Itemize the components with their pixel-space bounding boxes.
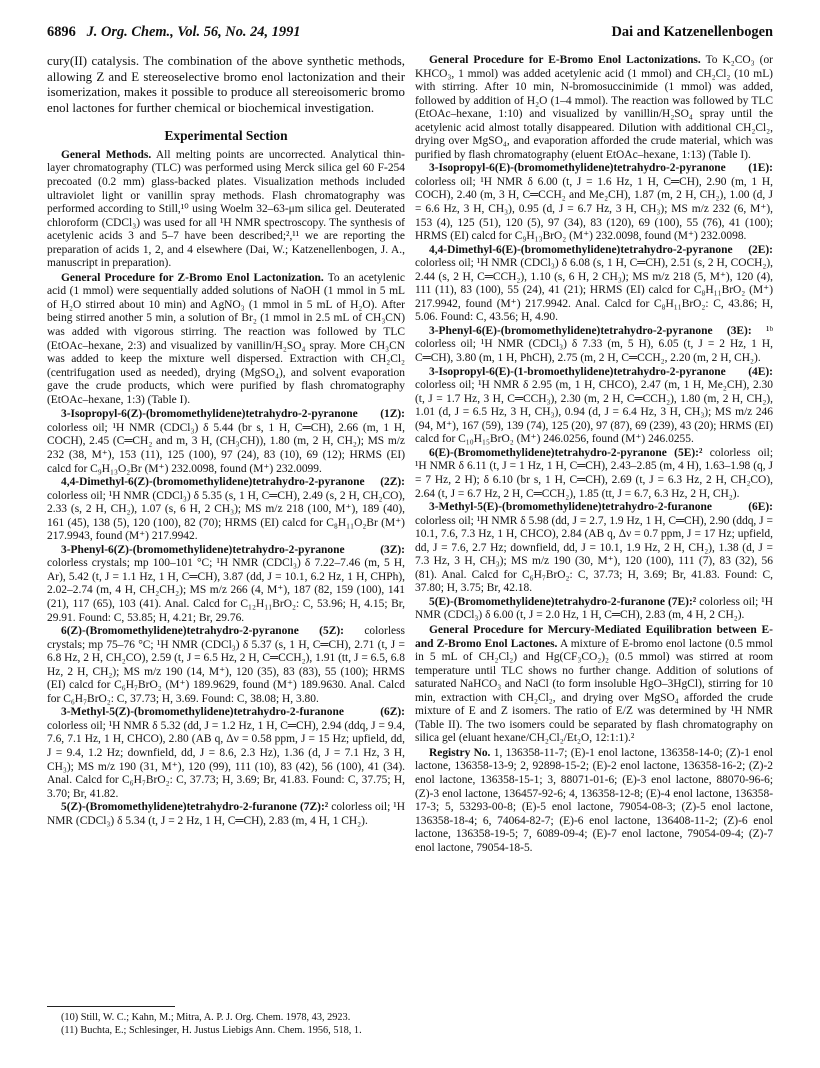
compound-data: colorless oil; ¹H NMR δ 6.11 (t, J = 1 Hz, 1 H, C═CH), 2.43–2.85 (m, 4 H), 1.63–1.98 (q, J = 7 Hz, 2 H); δ 6.10 (br s, 1 H, C═CH), 2.69 (t, J = 6.3 Hz, 2 H, CH₂CO), 2.64 (t, J = 6.7 Hz, 2 H, C═CCH₂), 1.85 (tt, J = 6.7, 6.3 Hz, 2 H, CH₂). [415, 446, 774, 500]
paragraph-text: A mixture of E-bromo enol lactone (0.5 mmol in 5 mL of CH₂Cl₂) and Hg(CF₃CO₂)₂ (0.5 mmol) was stirred at room temperature until TLC shows no further change. Addition of solutions of saturated NaHCO₃ and NaCl (to form insoluble HgO–3HgCl), stirring for 10 min, extraction with CH₂Cl₂, and drying over MgSO₄ afforded the crude mixture of E and Z isomers. The ratio of E/Z was determined by ¹H NMR (Table II). The two isomers could be separated by flash chromatography on silica gel (eluant hexane/CH₂Cl₂/Et₂O, 12:1:1).² [415, 637, 773, 745]
header-authors: Dai and Katzenellenbogen [611, 24, 773, 40]
compound-entry [47, 625, 405, 706]
compound-name: 3-Phenyl-6(E)-(bromomethylidene)tetrahydro-2-pyranone (3E): [429, 324, 752, 337]
paragraph-heading: General Procedure for E-Bromo Enol Lactonizations. [429, 54, 701, 66]
compound-data: colorless oil; ¹H NMR δ 2.95 (m, 1 H, CHCO), 2.47 (m, 1 H, Me₂CH), 2.30 (t, J = 1.7 Hz, 3 H, C═CCH₃), 2.30 (m, 2 H, C═CCH₂), 1.80 (m, 2 H, CH₂), 1.01 (d, J = 6.5 Hz, 3 H, CH₃), 0.94 (d, J = 6.4 Hz, 3 H, CH₃); MS m/z 246 (94, M⁺), 167 (59), 139 (74), 125 (20), 97 (87), 69 (239), 43 (20); HRMS (EI) calcd for C₁₀H₁₅BrO₂ (M⁺) 246.0256, found (M⁺) 246.0255. [415, 379, 774, 446]
compound-entry [415, 325, 773, 366]
compound-data: colorless oil; ¹H NMR (CDCl₃) δ 6.08 (s, 1 H, C═CH), 2.51 (s, 2 H, COCH₂), 2.44 (s, 2 H, C═CCH₂), 1.10 (s, 6 H, 2 CH₃); MS m/z 218 (5, M⁺), 120 (4), 111 (11), 83 (100), 55 (24), 41 (21); HRMS (EI) calcd for C₈H₁₁BrO₂ (M⁺) 217.9942, found (M⁺) 217.9942. Anal. Calcd for C₈H₁₁BrO₂: C, 43.86; H, 5.06. Found: C, 43.56; H, 4.90. [415, 257, 773, 324]
paragraph-heading: General Methods. [61, 148, 152, 161]
compound-name: 3-Phenyl-6(Z)-(bromomethylidene)tetrahydro-2-pyranone (3Z): [61, 543, 405, 556]
compound-entry [415, 162, 773, 243]
compound-data: colorless oil; ¹H NMR (CDCl₃) δ 5.34 (t, J = 2 Hz, 1 H, C═CH), 2.83 (m, 4 H, 1 CH₂). [47, 801, 405, 827]
footnote-divider [47, 1006, 175, 1007]
paragraph-text: To K₂CO₃ (or KHCO₃, 1 mmol) was added acetylenic acid (1 mmol) and CH₂Cl₂ (10 mL) with stirring. After 10 min, N-bromosuccinimide (1 mmol) was added, followed by addition of H₂O (1–4 mmol). The reaction was followed by TLC (EtOAc–hexane, 1:10) and visualized by vanillin/H₂SO₄ spray until the acetylenic acid almost totally disappeared. Dilution with additional CH₂Cl₂, drying over MgSO₄, and evaporation afforded the crude material, which was purified by flash chromatography (eluent EtOAc–hexane, 1:13) (Table I). [415, 54, 773, 161]
general-methods-paragraph [47, 149, 405, 271]
intro-paragraph: cury(II) catalysis. The combination of the above synthetic methods, allowing Z and E stereoselective bromo enol lactonization and their isomerization, makes it possible to produce all stereoisomeric bromo enol lactones for further chemical or biochemical investigation. [47, 54, 405, 115]
compound-entry [47, 544, 405, 625]
compound-name: 4,4-Dimethyl-6(E)-(bromomethylidene)tetrahydro-2-pyranone (2E): [429, 243, 773, 256]
compound-data: colorless oil; ¹H NMR δ 5.32 (dd, J = 1.2 Hz, 1 H, C═CH), 2.94 (ddq, J = 9.4, 7.6, 7.1 Hz, 1 H, CHCO), 2.80 (AB q, Δν = 0.58 ppm, J = 15 Hz; upfield, dd, J = 9.4, 1.2 Hz; downfield, dd, J = 8.6, 2.3 Hz), 1.36 (d, J = 7.1 Hz, 3 H, CH₃); MS m/z 190 (31, M⁺), 120 (99), 111 (10), 83 (42), 56 (100), 41 (34). Anal. Calcd for C₆H₇BrO₂: C, 37.73; H, 3.69; Br, 41.83. Found: C, 37.75; H, 3.70; Br, 41.82. [47, 719, 405, 800]
compound-data: colorless oil; ¹H NMR (CDCl₃) δ 5.44 (br s, 1 H, C═CH), 2.66 (m, 1 H, COCH), 2.45 (C═CH₂ and m, 3 H, (CH₃CH)), 1.80 (m, 2 H, CH₂); MS m/z 232 (38, M⁺), 153 (11), 125 (100), 97 (24), 83 (10), 69 (12); HRMS (EI) calcd for C₉H₁₃O₂Br (M⁺) 232.0098, found (M⁺) 232.0099. [47, 421, 405, 475]
page-number: 6896 [47, 24, 76, 40]
compound-entry [47, 476, 405, 544]
compound-name: 5(E)-(Bromomethylidene)tetrahydro-2-furanone (7E):² [429, 595, 697, 608]
paragraph-heading: General Procedure for Mercury-Mediated Equilibration between E- and Z-Bromo Enol Lactones. [415, 623, 773, 650]
compound-entry [415, 501, 773, 596]
footnotes [47, 1012, 405, 1037]
compound-data: ¹ᵇ colorless oil; ¹H NMR (CDCl₃) δ 7.33 (m, 5 H), 6.05 (t, J = 2 Hz, 1 H, C═CH), 3.80 (m, 1 H, PhCH), 2.75 (m, 2 H, C═CCH₂, 2.20 (m, 2 H, CH₂). [415, 324, 773, 365]
header-left [47, 24, 300, 41]
footnote: (10) Still, W. C.; Kahn, M.; Mitra, A. P. J. Org. Chem. 1978, 43, 2923. [61, 1012, 351, 1023]
compound-data: colorless oil; ¹H NMR (CDCl₃) δ 5.35 (s, 1 H, C═CH), 2.49 (s, 2 H, CH₂CO), 2.33 (s, 2 H, CH₂), 1.07 (s, 6 H, 2 CH₃); MS m/z 218 (100, M⁺), 189 (40), 161 (45), 138 (5), 120 (100), 82 (70); HRMS (EI) calcd for C₈H₁₁O₂Br (M⁺) 217.9943, found (M⁺) 217.9942. [47, 489, 405, 543]
compound-name: 4,4-Dimethyl-6(Z)-(bromomethylidene)tetrahydro-2-pyranone (2Z): [61, 476, 405, 489]
compound-name: 3-Methyl-5(E)-(bromomethylidene)tetrahydro-2-furanone (6E): [429, 501, 773, 514]
compound-name: 3-Isopropyl-6(E)-(bromomethylidene)tetrahydro-2-pyranone (1E): [429, 162, 773, 175]
z-procedure-paragraph [47, 272, 405, 407]
compound-entry [415, 447, 773, 501]
paragraph-text: All melting points are uncorrected. Analytical thin-layer chromatography (TLC) was performed using Merck silica gel 60 F-254 precoated (0.2 mm) glass-backed plates. Visualization methods included ultraviolet light or vanillin spray methods. Flash chromatography was performed according to Still,¹⁰ using Woelm 32–63-μm silica gel. Deuterated chloroform (CDCl₃) was used for all ¹H NMR spectroscopy. The synthesis of acetylenic acids 3 and 5–7 have been described;²,¹¹ we are reporting the preparation of acids 1, 2, and 4 elsewhere (Dai, W.; Katzenellenbogen, J. A., manuscript in preparation). [47, 148, 405, 270]
paragraph-heading: Registry No. [429, 746, 491, 759]
section-title: Experimental Section [164, 128, 288, 144]
compound-data: colorless oil; ¹H NMR δ 5.98 (dd, J = 2.7, 1.9 Hz, 1 H, C═CH), 2.90 (ddq, J = 10.1, 7.6, 7.3 Hz, 1 H, CHCO), 2.84 (AB q, Δν = 0.7 ppm, J = 17 Hz; upfield, dd, J = 7.6, 2.7 Hz; downfield, dd, J = 10.1, 1.9 Hz, 2 H, CH₂), 1.38 (d, J = 7.3 Hz, 3 H, CH₃); MS m/z 190 (30, M⁺), 120 (100), 111 (7), 83 (32), 56 (81). Anal. Calcd for C₆H₇BrO₂: C, 37.73; H, 3.69; Br, 41.83. Found: C, 37.80; H, 3.75; Br, 42.18. [415, 514, 773, 595]
compound-data: colorless oil; ¹H NMR δ 6.00 (t, J = 1.6 Hz, 1 H, C═CH), 2.90 (m, 1 H, COCH), 2.40 (m, 3 H, C═CCH₂ and Me₂CH), 1.87 (m, 2 H, CH₂), 1.00 (d, J = 6.6 Hz, 3 H, CH₃), 0.95 (d, J = 6.7 Hz, 3 H, CH₃); MS m/z 232 (6, M⁺), 153 (4), 125 (51), 120 (5), 97 (34), 83 (120), 69 (100), 55 (76), 41 (100); HRMS (EI) calcd for C₉H₁₃BrO₂ (M⁺) 232.0098, found (M⁺) 232.0098. [415, 175, 773, 243]
journal-citation: J. Org. Chem., Vol. 56, No. 24, 1991 [86, 24, 301, 40]
compound-entry [415, 244, 773, 325]
compound-name: 6(E)-(Bromomethylidene)tetrahydro-2-pyranone (5E):² [429, 446, 703, 459]
hg-procedure-paragraph [415, 624, 773, 746]
compound-name: 3-Methyl-5(Z)-(bromomethylidene)tetrahydro-2-furanone (6Z): [61, 706, 405, 719]
left-column [47, 54, 405, 1034]
compound-data: colorless crystals; mp 75–76 °C; ¹H NMR (CDCl₃) δ 5.37 (s, 1 H, C═CH), 2.71 (t, J = 6.8 Hz, 2 H, CH₂CO), 2.59 (t, J = 6.5 Hz, 2 H, C═CCH₂), 1.91 (tt, J = 6.5, 6.8 Hz, 2 H, CH₂); MS m/z 190 (14, M⁺), 120 (35), 83 (83), 55 (100); HRMS (EI) calcd for C₆H₇BrO₂ (M⁺) 189.9629, found (M⁺) 189.9630. Anal. Calcd for C₆H₇BrO₂: C, 37.73; H, 3.69. Found: C, 38.08; H, 3.80. [47, 625, 405, 705]
compound-name: 6(Z)-(Bromomethylidene)tetrahydro-2-pyranone (5Z): [61, 625, 344, 638]
e-procedure-paragraph [415, 54, 773, 162]
footnote: (11) Buchta, E.; Schlesinger, H. Justus Liebigs Ann. Chem. 1956, 518, 1. [61, 1024, 362, 1036]
paragraph-text: 1, 136358-11-7; (E)-1 enol lactone, 136358-14-0; (Z)-1 enol lactone, 136358-13-9; 2, 92898-15-2; (E)-2 enol lactone, 136358-16-2; (Z)-2 enol lactone, 136358-15-1; 3, 88071-01-6; (E)-3 enol lactone, 88070-96-6; (Z)-3 enol lactone, 136457-92-6; 4, 136358-12-8; (E)-4 enol lactone, 136358-17-3; 5, 53293-00-8; (E)-5 enol lactone, 79054-08-3; (Z)-5 enol lactone, 136358-18-4; 6, 74064-82-7; (E)-6 enol lactone, 136408-11-2; (Z)-6 enol lactone, 136358-19-5; 7, 6089-09-4; (E)-7 enol lactone, 79054-09-4; (Z)-7 enol lactone, 79054-18-5. [415, 746, 773, 854]
compound-entry [47, 408, 405, 476]
compound-data: colorless oil; ¹H NMR (CDCl₃) δ 6.00 (t, J = 2.0 Hz, 1 H, C═CH), 2.83 (m, 4 H, 2 CH₂). [415, 595, 773, 622]
compound-name: 3-Isopropyl-6(E)-(1-bromoethylidene)tetrahydro-2-pyranone (4E): [429, 365, 773, 378]
compound-entry [47, 801, 405, 828]
compound-entry [415, 596, 773, 623]
page-header [47, 24, 773, 46]
paragraph-heading: General Procedure for Z-Bromo Enol Lactonization. [61, 271, 324, 284]
compound-data: colorless crystals; mp 100–101 °C; ¹H NMR (CDCl₃) δ 7.22–7.46 (m, 5 H, Ar), 5.42 (t, J = 1.1 Hz, 1 H, C═CH), 3.87 (dd, J = 10.1, 6.2 Hz, 1 H, CHPh), 2.02–2.74 (m, 4 H, CH₂CH₂); MS m/z 266 (4, M⁺), 187 (82, 159 (100), 141 (21), 117 (65), 103 (41). Anal. Calcd for C₁₂H₁₁BrO₂: C, 53.96; H, 4.15; Br, 29.91. Found: C, 53.85; H, 4.21; Br, 29.76. [47, 557, 405, 624]
compound-name: 3-Isopropyl-6(Z)-(bromomethylidene)tetrahydro-2-pyranone (1Z): [61, 408, 405, 421]
compound-name: 5(Z)-(Bromomethylidene)tetrahydro-2-furanone (7Z):² [61, 801, 329, 814]
registry-paragraph [415, 747, 773, 855]
compound-entry [47, 706, 405, 801]
right-column [415, 54, 773, 1064]
paragraph-text: To an acetylenic acid (1 mmol) were sequentially added solutions of NaOH (1 mmol in 5 mL of H₂O stirred about 10 min) and AgNO₃ (1 mmol in 5 mL of H₂O). After being stirred another 5 min, a solution of Br₂ (1 mmol in 2.5 mL of CH₃CN) was added with vigorous stirring. The reaction was followed by TLC (EtOAc–hexane, 2:3) and visualized by vanillin/H₂SO₄ spray. More CH₃CN was added to keep the mixture well dispersed. Extraction with CH₂Cl₂ (centrifugation used as needed), drying (MgSO₄), and solvent evaporation gave the crude products, which were purified by flash chromatography (EtOAc–hexane, 1:3) (Table I). [47, 271, 405, 406]
compound-entry [415, 366, 773, 447]
